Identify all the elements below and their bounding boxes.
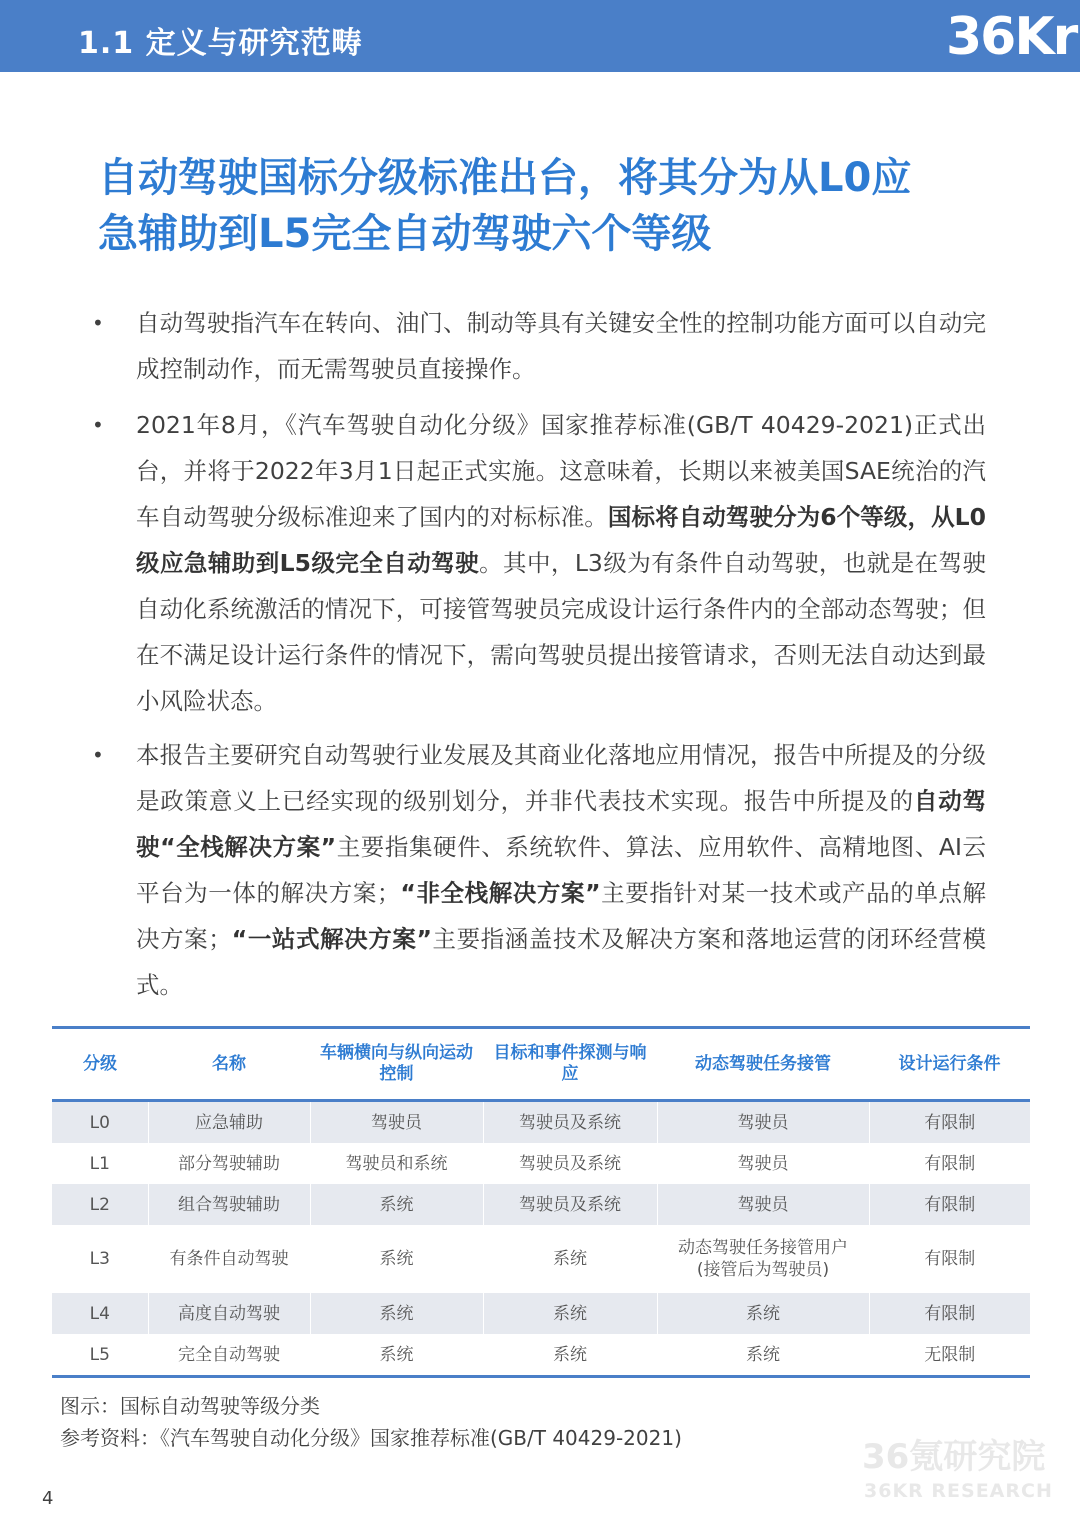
cell-takeover: 动态驾驶任务接管用户 (接管后为驾驶员) [657, 1225, 869, 1293]
cell-level: L1 [52, 1143, 148, 1184]
cell-name: 完全自动驾驶 [148, 1334, 310, 1377]
table-header-row [52, 1028, 1030, 1101]
cell-name: 应急辅助 [148, 1101, 310, 1144]
cell-operating-conditions: 有限制 [869, 1101, 1030, 1144]
table-row [52, 1184, 1030, 1225]
cell-operating-conditions: 有限制 [869, 1293, 1030, 1334]
header-operating-conditions: 设计运行条件 [869, 1028, 1030, 1101]
bullet-dot-icon: • [92, 311, 104, 335]
cell-name: 组合驾驶辅助 [148, 1184, 310, 1225]
cell-operating-conditions: 有限制 [869, 1184, 1030, 1225]
watermark-logo: 36氪研究院 [862, 1437, 1046, 1477]
bullet-emphasis: “非全栈解决方案” [400, 879, 601, 907]
cell-detection-response: 系统 [483, 1293, 657, 1334]
bullet-run: 。其中，L3级为有条件自动驾驶，也就是在驾驶自动化系统激活的情况下，可接管驾驶员完成设计运行条件内的全部动态驾驶；但在不满足设计运行条件的情况下，需向驾驶员提出接管请求，否则无法自动达到最小风险状态。 [136, 549, 987, 715]
cell-takeover: 驾驶员 [657, 1101, 869, 1144]
header-level: 分级 [52, 1028, 148, 1101]
bullet-emphasis: “一站式解决方案” [231, 925, 432, 953]
header-detection-response: 目标和事件探测与响应 [483, 1028, 657, 1101]
bullet-run: 主要指针对某一技术或产品的单点解决方案； [136, 879, 987, 953]
cell-operating-conditions: 有限制 [924, 1153, 976, 1174]
headline-line-1: 自动驾驶国标分级标准出台，将其分为从L0应 [98, 155, 912, 201]
bullet-run: 自动驾驶指汽车在转向、油门、制动等具有关键安全性的控制功能方面可以自动完成控制动作，而无需驾驶员直接操作。 [136, 309, 986, 383]
cell-motion-control: 驾驶员 [310, 1101, 483, 1144]
bullet-item [92, 732, 987, 1008]
bullet-run: 2021年8月，《汽车驾驶自动化分级》国家推荐标准(GB/T 40429-2021)正式出台，并将于2022年3月1日起正式实施。这意味着，长期以来被美国SAE统治的汽车自动驾驶分级标准迎来了国内的对标标准。 [136, 411, 986, 531]
bullet-item [92, 402, 987, 724]
bullet-text [136, 411, 986, 715]
cell-motion-control: 驾驶员和系统 [310, 1143, 483, 1184]
header-takeover: 动态驾驶任务接管 [657, 1028, 869, 1101]
table-row [52, 1143, 1030, 1184]
bullet-item [92, 300, 986, 392]
cell-takeover: 系统 [657, 1293, 869, 1334]
table-row [52, 1101, 1030, 1144]
cell-name: 高度自动驾驶 [148, 1293, 310, 1334]
bullet-dot-icon: • [92, 413, 104, 437]
watermark-subtitle: 36KR RESEARCH [864, 1480, 1053, 1502]
cell-detection-response: 驾驶员及系统 [483, 1143, 657, 1184]
brand-logo: 36Kr [946, 7, 1077, 67]
bullet-run: 主要指涵盖技术及解决方案和落地运营的闭环经营模式。 [136, 925, 987, 999]
section-title: 1.1 定义与研究范畴 [78, 26, 363, 61]
cell-motion-control: 系统 [310, 1334, 483, 1377]
table-body [52, 1101, 1030, 1377]
bullet-text [136, 741, 986, 999]
cell-detection-response: 系统 [483, 1334, 657, 1377]
cell-takeover: 驾驶员 [657, 1184, 869, 1225]
headline-line-2: 急辅助到L5完全自动驾驶六个等级 [98, 211, 712, 257]
level-table [52, 1026, 1030, 1378]
bullet-dot-icon: • [92, 743, 104, 767]
header-motion-control: 车辆横向与纵向运动控制 [310, 1028, 483, 1101]
figure-caption [60, 1390, 682, 1454]
cell-name: 有条件自动驾驶 [148, 1225, 310, 1293]
page-number: 4 [42, 1488, 54, 1509]
cell-motion-control: 系统 [310, 1293, 483, 1334]
table-row [52, 1293, 1030, 1334]
cell-level: L5 [52, 1334, 148, 1377]
table-row [52, 1334, 1030, 1377]
page-headline [98, 150, 998, 262]
cell-operating-conditions: 有限制 [924, 1249, 976, 1269]
table-row [52, 1225, 1030, 1293]
cell-level: L0 [52, 1101, 148, 1144]
header-name: 名称 [148, 1028, 310, 1101]
cell-name: 部分驾驶辅助 [148, 1143, 310, 1184]
caption-figure: 图示：国标自动驾驶等级分类 [60, 1394, 320, 1418]
bullet-run: 本报告主要研究自动驾驶行业发展及其商业化落地应用情况，报告中所提及的分级是政策意义上已经实现的级别划分，并非代表技术实现。报告中所提及的 [136, 741, 986, 815]
header-bar [0, 0, 1080, 72]
cell-level: L3 [52, 1225, 148, 1293]
cell-detection-response: 驾驶员及系统 [483, 1101, 657, 1144]
caption-source: 参考资料：《汽车驾驶自动化分级》国家推荐标准(GB/T 40429-2021) [60, 1426, 682, 1450]
cell-motion-control: 系统 [310, 1184, 483, 1225]
bullet-run: 主要指集硬件、系统软件、算法、应用软件、高精地图、AI云平台为一体的解决方案； [136, 833, 987, 907]
bullet-text [136, 309, 986, 383]
cell-detection-response: 系统 [483, 1225, 657, 1293]
cell-motion-control: 系统 [310, 1225, 483, 1293]
bullet-emphasis: 自动驾驶“全栈解决方案” [136, 787, 987, 861]
cell-detection-response: 驾驶员及系统 [483, 1184, 657, 1225]
cell-level: L4 [52, 1293, 148, 1334]
bullet-emphasis: 国标将自动驾驶分为6个等级，从L0级应急辅助到L5级完全自动驾驶 [136, 503, 987, 577]
cell-level: L2 [52, 1184, 148, 1225]
cell-takeover: 系统 [657, 1334, 869, 1377]
cell-takeover: 驾驶员 [657, 1143, 869, 1184]
cell-operating-conditions: 无限制 [869, 1334, 1030, 1377]
